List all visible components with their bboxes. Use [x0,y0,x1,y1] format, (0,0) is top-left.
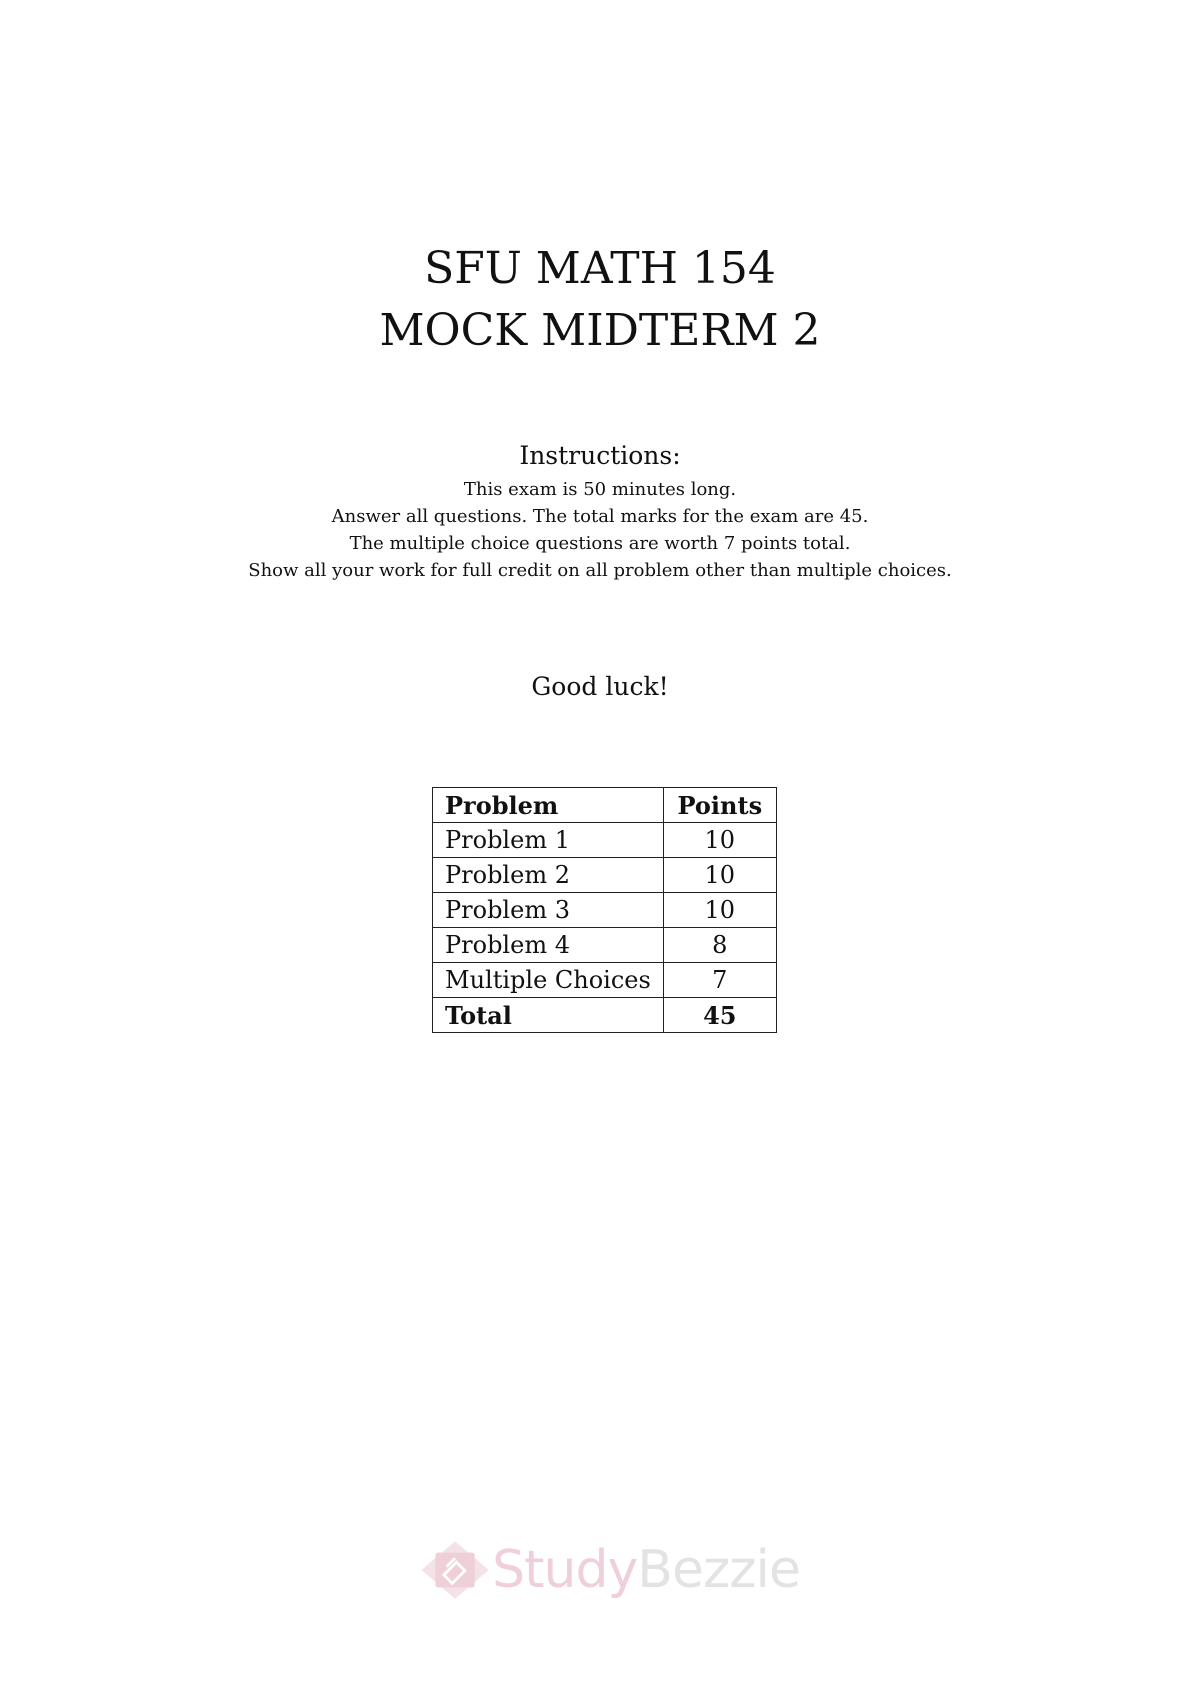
points-cell: 10 [663,893,776,928]
points-table [432,787,777,1033]
good-luck-text: Good luck! [531,672,669,701]
problem-cell: Multiple Choices [433,963,664,998]
points-cell: 10 [663,823,776,858]
instructions-list [0,476,1200,584]
points-cell: 8 [663,928,776,963]
instructions-heading: Instructions: [519,441,681,470]
table-header-row [433,788,777,823]
problem-cell: Problem 1 [433,823,664,858]
watermark-study: Study [492,1540,638,1600]
points-cell: 10 [663,858,776,893]
watermark-text [492,1540,800,1600]
table-row [433,823,777,858]
instruction-line: Show all your work for full credit on all problem other than multiple choices. [248,560,952,581]
instruction-line: Answer all questions. The total marks for the exam are 45. [331,506,869,527]
studybezzie-watermark [420,1525,800,1615]
points-cell: 7 [663,963,776,998]
problem-cell: Problem 4 [433,928,664,963]
course-title: SFU MATH 154 [424,243,776,294]
table-row [433,858,777,893]
table-row [433,963,777,998]
table-total-row [433,998,777,1033]
exam-title [0,238,1200,362]
column-header-points: Points [663,788,776,823]
instruction-line: The multiple choice questions are worth 7 points total. [349,533,851,554]
total-label-cell: Total [433,998,664,1033]
watermark-bezzie: Bezzie [637,1540,800,1600]
table-row [433,928,777,963]
problem-cell: Problem 2 [433,858,664,893]
studybezzie-logo-icon [420,1527,490,1613]
table-row [433,893,777,928]
problem-cell: Problem 3 [433,893,664,928]
total-points-cell: 45 [663,998,776,1033]
exam-subtitle: MOCK MIDTERM 2 [379,305,821,356]
instruction-line: This exam is 50 minutes long. [463,479,737,500]
column-header-problem: Problem [433,788,664,823]
